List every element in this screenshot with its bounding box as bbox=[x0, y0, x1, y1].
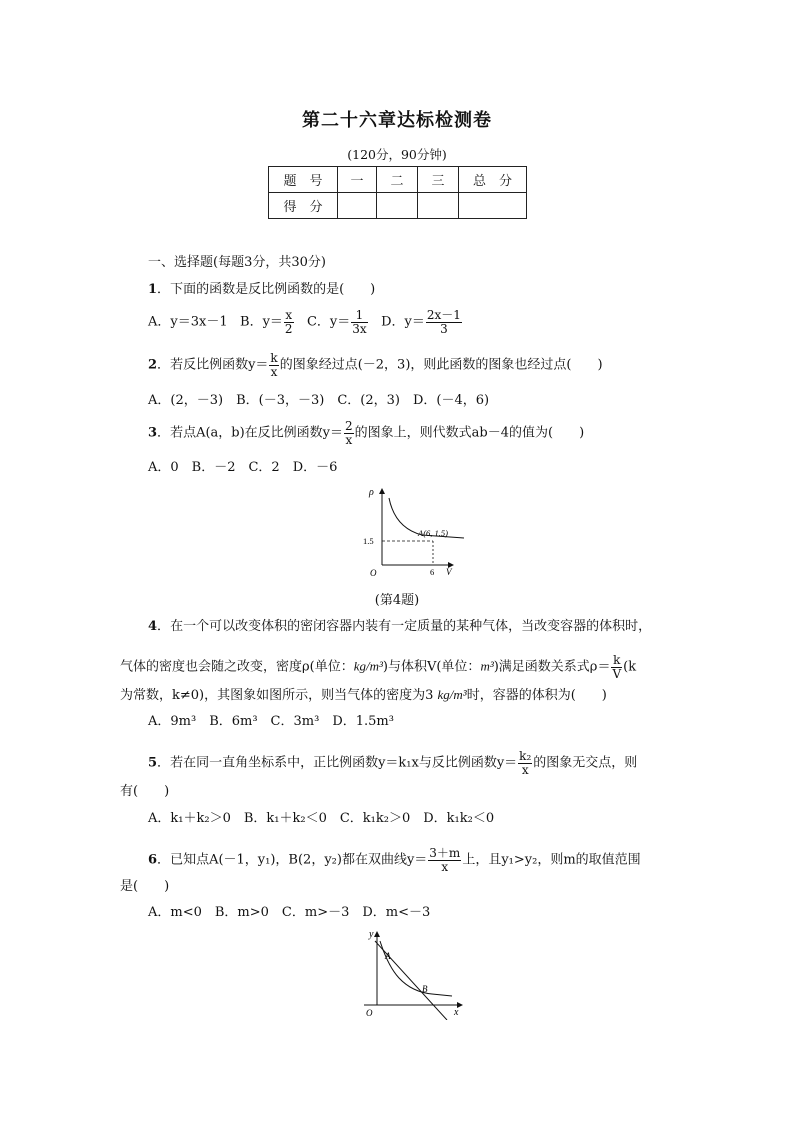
question-5: 5．若在同一直角坐标系中，正比例函数y＝k₁x与反比例函数y＝ $\frac{\text{k₂}}{x}$ 的图象无交点，则 bbox=[148, 749, 638, 777]
fraction: $\frac{1}{3x}$ bbox=[352, 308, 367, 336]
question-4-line-1: 4．在一个可以改变体积的密闭容器内装有一定质量的某种气体，当改变容器的体积时， bbox=[148, 619, 652, 634]
question-4-line-2: 气体的密度也会随之改变，密度ρ(单位：kg/m³)与体积V(单位：m³)满足函数关系式ρ＝ $\frac{k}{V}$ (k bbox=[120, 653, 637, 681]
figure-caption: (第4题) bbox=[374, 593, 420, 608]
unit: kg/m³ bbox=[437, 687, 467, 702]
score-header-cell: 题 号 bbox=[269, 167, 338, 193]
unit: m³ bbox=[480, 658, 494, 674]
score-cell[interactable] bbox=[418, 193, 459, 219]
exam-subtitle: (120分，90分钟) bbox=[347, 147, 447, 162]
score-header-cell: 一 bbox=[338, 167, 377, 193]
y-axis-label: y bbox=[369, 929, 374, 940]
option-a: A．y＝3x－1 bbox=[148, 314, 228, 330]
origin-label: O bbox=[366, 1008, 373, 1018]
y-tick-label: 1.5 bbox=[363, 536, 374, 546]
fraction: $\frac{3+m}{x}$ bbox=[429, 846, 461, 874]
x-axis-label: x bbox=[454, 1007, 459, 1018]
question-number: 2 bbox=[148, 357, 158, 373]
question-number: 1 bbox=[148, 282, 158, 297]
question-2: 2．若反比例函数y＝ $\frac{k}{x}$ 的图象经过点(－2，3)，则此函数的图象也经过点( ) bbox=[148, 351, 603, 379]
question-5-line-2: 有( ) bbox=[120, 784, 170, 799]
question-1-options bbox=[148, 309, 463, 335]
question-3: 3．若点A(a，b)在反比例函数y＝ $\frac{2}{x}$ 的图象上，则代数式ab－4的值为( ) bbox=[148, 419, 585, 447]
question-stem: 下面的函数是反比例函数的是( ) bbox=[170, 282, 376, 297]
point-b-label: B bbox=[422, 984, 428, 994]
question-6-line-2: 是( ) bbox=[120, 879, 170, 894]
fraction: $\frac{2x-1}{3}$ bbox=[426, 308, 461, 336]
score-cell[interactable] bbox=[338, 193, 377, 219]
fraction: $\frac{x}{2}$ bbox=[284, 308, 293, 336]
question-2-options: A．(2，－3) B．(－3，－3) C．(2，3) D．(－4，6) bbox=[148, 393, 490, 408]
question-number: 3 bbox=[148, 425, 158, 441]
question-4-line-3: 为常数，k≠0)，其图象如图所示，则当气体的密度为3 kg/m³时，容器的体积为( ) bbox=[120, 687, 607, 703]
score-cell[interactable] bbox=[459, 193, 527, 219]
y-axis-label: ρ bbox=[369, 487, 374, 498]
figure-7-graph bbox=[360, 928, 470, 1020]
section-heading: 一、选择题(每题3分，共30分) bbox=[148, 255, 326, 270]
score-row-label: 得 分 bbox=[269, 193, 338, 219]
question-number: 5 bbox=[148, 755, 158, 771]
unit: kg/m³ bbox=[353, 658, 383, 674]
x-tick-label: 6 bbox=[430, 567, 435, 576]
score-table bbox=[268, 166, 527, 219]
option-b-label: B．y＝ bbox=[240, 314, 283, 330]
question-3-options: A．0 B．－2 C．2 D．－6 bbox=[148, 460, 338, 475]
point-a-label: A bbox=[385, 951, 391, 961]
option-d-label: D．y＝ bbox=[381, 314, 425, 330]
question-4-options: A．9m³ B．6m³ C．3m³ D．1.5m³ bbox=[148, 714, 394, 729]
question-6: 6．已知点A(－1，y₁)，B(2，y₂)都在双曲线y＝ $\frac{3+m}{x}$ 上，且y₁>y₂，则m的取值范围 bbox=[148, 846, 641, 874]
fraction: $\frac{2}{x}$ bbox=[345, 419, 353, 447]
question-6-options: A．m<0 B．m>0 C．m>－3 D．m<－3 bbox=[148, 905, 431, 920]
score-cell[interactable] bbox=[377, 193, 418, 219]
question-1: 1．下面的函数是反比例函数的是( ) bbox=[148, 282, 376, 297]
x-axis-label: V bbox=[446, 567, 452, 576]
hyperbola-curve bbox=[380, 941, 452, 996]
option-c-label: C．y＝ bbox=[306, 314, 351, 330]
fraction: $\frac{\text{k₂}}{x}$ bbox=[519, 749, 532, 777]
score-table-score-row bbox=[269, 193, 527, 219]
fraction: $\frac{k}{x}$ bbox=[270, 351, 278, 379]
score-header-cell: 三 bbox=[418, 167, 459, 193]
score-header-cell: 总 分 bbox=[459, 167, 527, 193]
question-number: 6 bbox=[148, 852, 158, 868]
page-title: 第二十六章达标检测卷 bbox=[302, 110, 492, 131]
fraction: $\frac{k}{V}$ bbox=[612, 653, 622, 681]
score-header-cell: 二 bbox=[377, 167, 418, 193]
score-table-header-row bbox=[269, 167, 527, 193]
figure-4-graph bbox=[360, 484, 470, 576]
origin-label: O bbox=[370, 568, 377, 576]
question-5-options: A．k₁＋k₂＞0 B．k₁＋k₂＜0 C．k₁k₂＞0 D．k₁k₂＜0 bbox=[148, 811, 495, 826]
point-label: A(6, 1.5) bbox=[418, 528, 448, 538]
question-number: 4 bbox=[148, 619, 158, 634]
